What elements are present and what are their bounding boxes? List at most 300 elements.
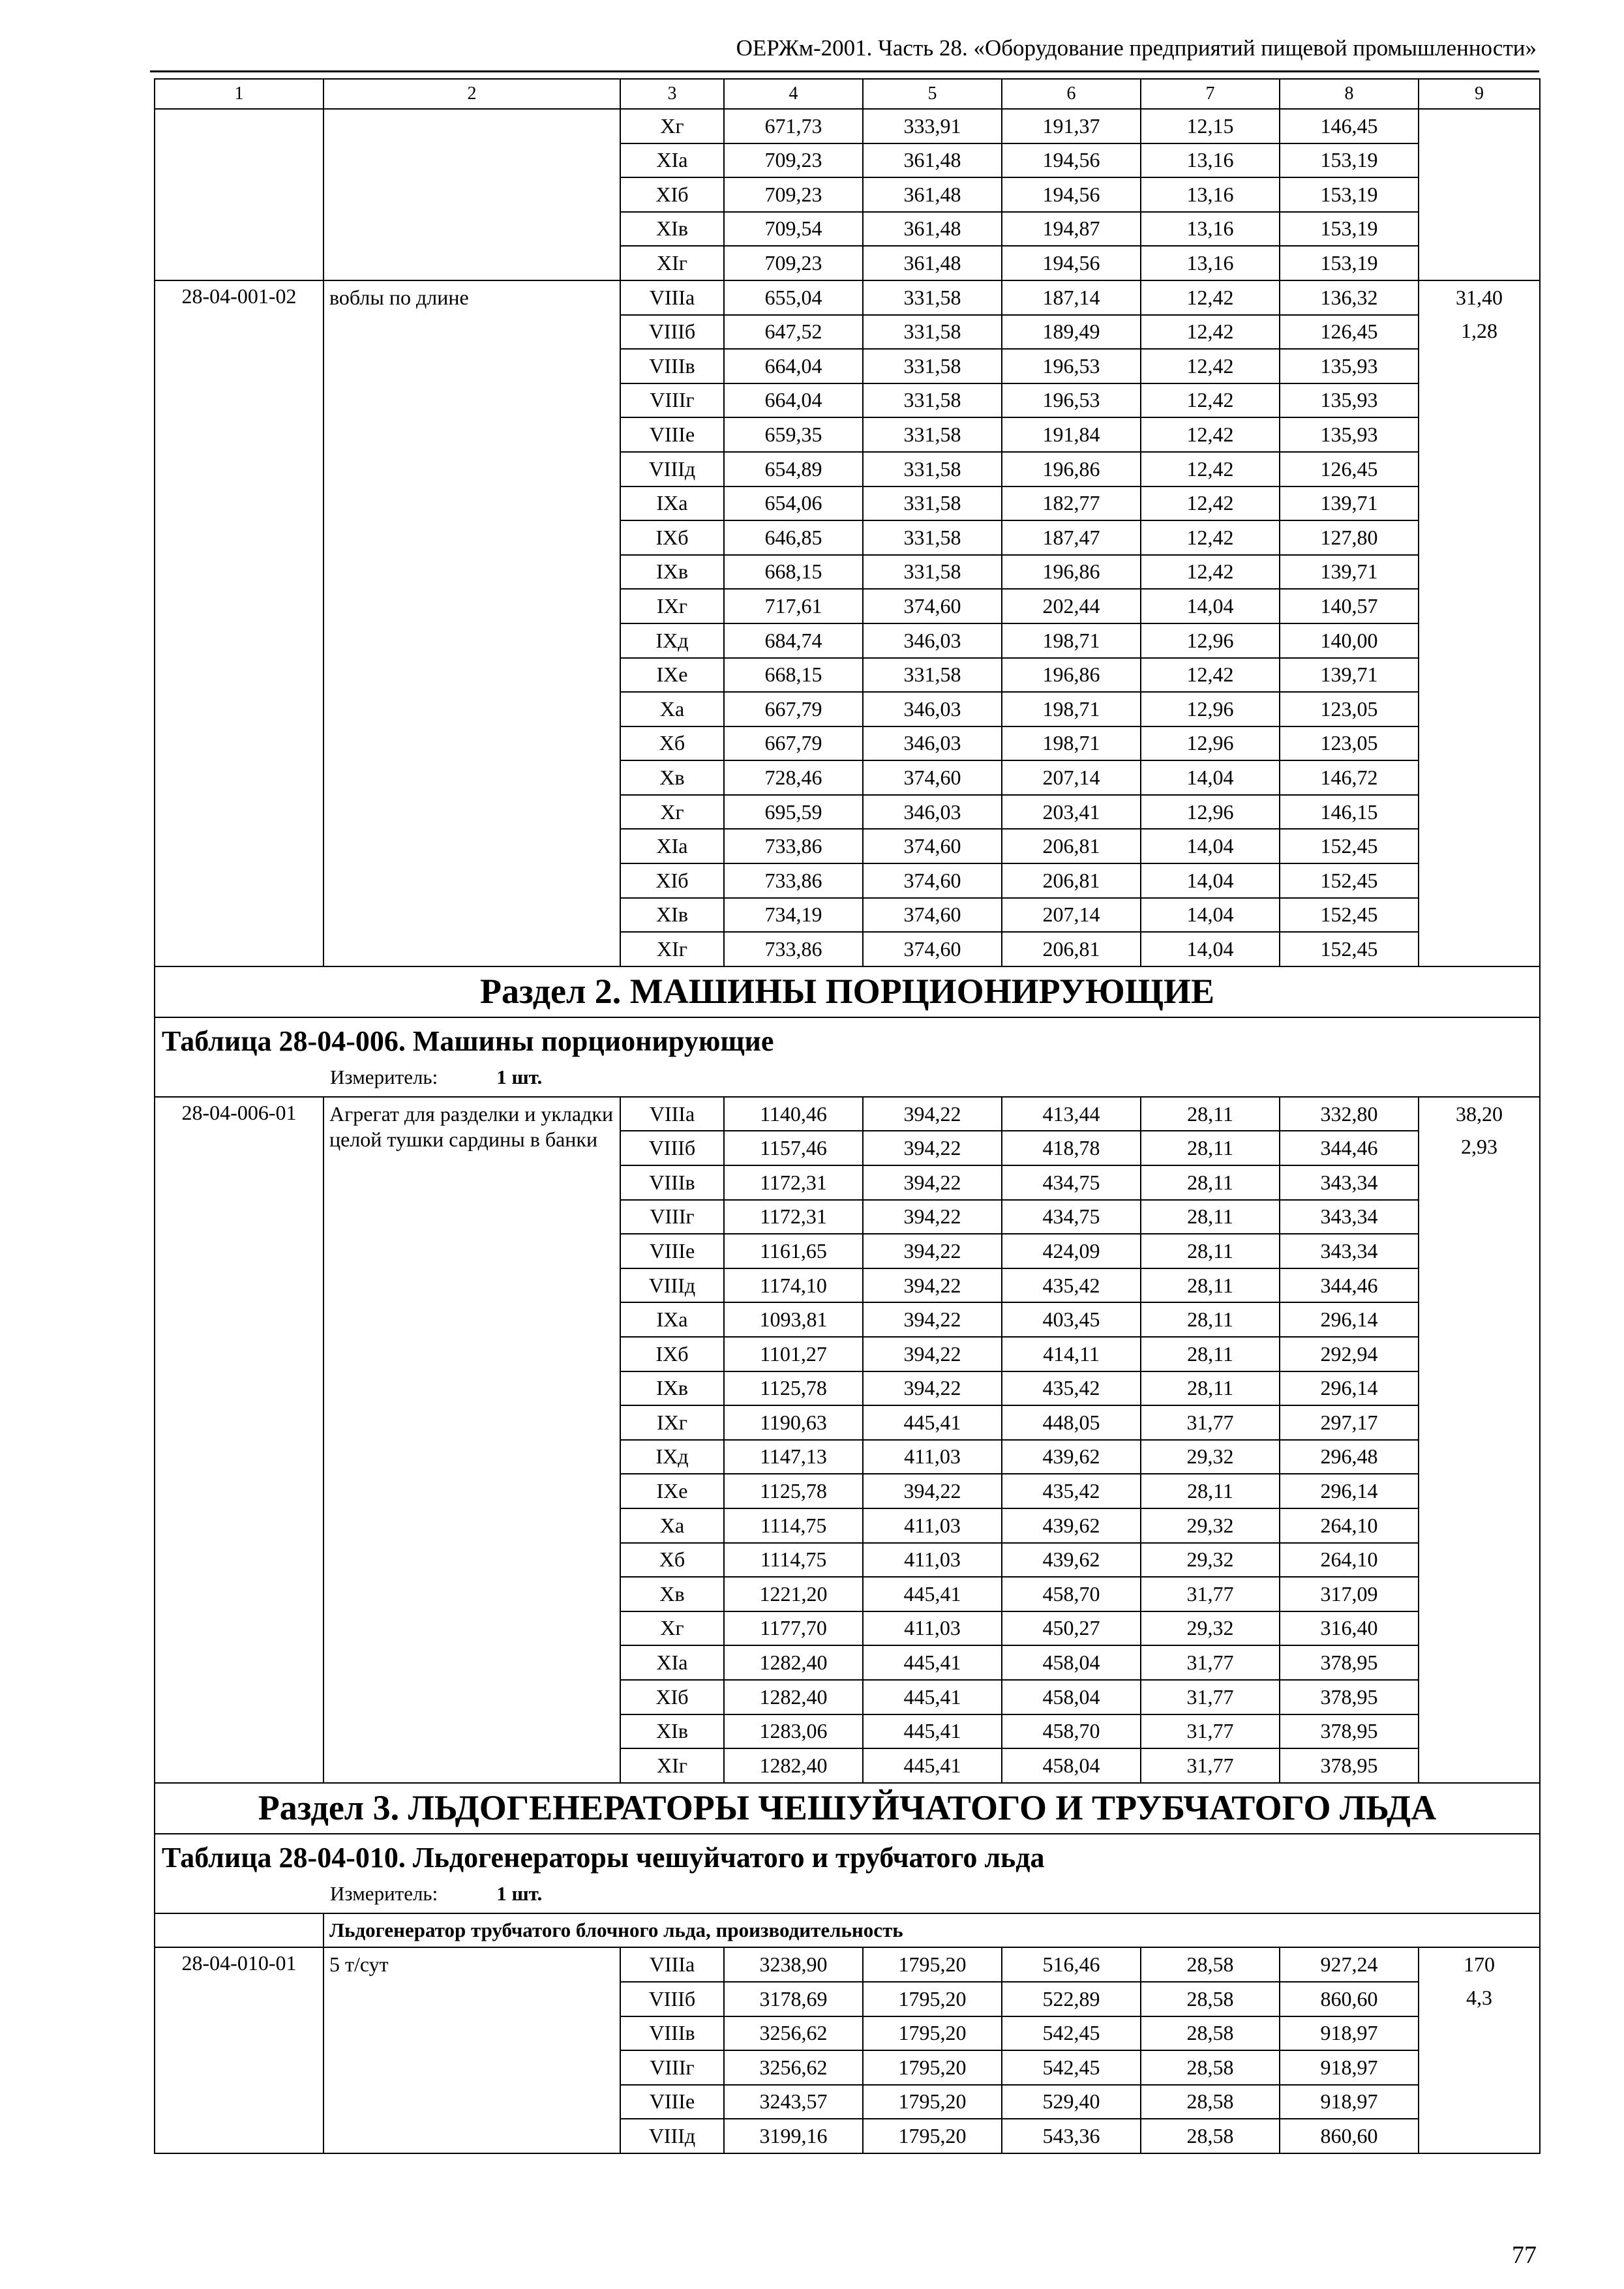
zone-cell: XIг xyxy=(620,246,724,280)
value-cell: 29,32 xyxy=(1141,1543,1280,1578)
value-cell: 3243,57 xyxy=(724,2085,863,2119)
value-cell: 13,16 xyxy=(1141,177,1280,212)
value-cell: 187,14 xyxy=(1002,280,1141,315)
value-cell: 207,14 xyxy=(1002,760,1141,795)
value-cell: 435,42 xyxy=(1002,1268,1141,1303)
value-cell: 1161,65 xyxy=(724,1234,863,1268)
value-cell: 331,58 xyxy=(863,417,1002,452)
value-cell: 135,93 xyxy=(1280,417,1419,452)
zone-cell: XIб xyxy=(620,177,724,212)
value-cell: 331,58 xyxy=(863,452,1002,486)
value-cell: 264,10 xyxy=(1280,1508,1419,1543)
zone-cell: VIIIв xyxy=(620,1165,724,1200)
value-cell: 458,04 xyxy=(1002,1645,1141,1680)
meter-line xyxy=(162,1066,1534,1088)
value-cell: 344,46 xyxy=(1280,1268,1419,1303)
zone-cell: Xб xyxy=(620,1543,724,1578)
value-cell: 684,74 xyxy=(724,623,863,658)
value-cell: 331,58 xyxy=(863,520,1002,555)
value-cell: 646,85 xyxy=(724,520,863,555)
zone-cell: XIб xyxy=(620,863,724,898)
value-cell: 346,03 xyxy=(863,692,1002,726)
value-cell: 194,87 xyxy=(1002,212,1141,247)
value-cell: 198,71 xyxy=(1002,623,1141,658)
value-cell: 445,41 xyxy=(863,1405,1002,1440)
value-cell: 695,59 xyxy=(724,795,863,830)
table-title: Таблица 28-04-010. Льдогенераторы чешуйчатого и трубчатого льда xyxy=(162,1841,1045,1874)
value-cell: 394,22 xyxy=(863,1131,1002,1165)
meter-line xyxy=(162,1883,1534,1905)
zone-cell: Xг xyxy=(620,1611,724,1646)
value-cell: 717,61 xyxy=(724,589,863,623)
value-cell: 1172,31 xyxy=(724,1165,863,1200)
value-cell: 927,24 xyxy=(1280,1947,1419,1982)
value-cell: 1125,78 xyxy=(724,1371,863,1406)
zone-cell: VIIIв xyxy=(620,349,724,383)
value-cell: 126,45 xyxy=(1280,452,1419,486)
value-cell: 434,75 xyxy=(1002,1200,1141,1234)
column-number: 2 xyxy=(323,79,620,109)
value-cell: 187,47 xyxy=(1002,520,1141,555)
value-cell: 394,22 xyxy=(863,1371,1002,1406)
zone-cell: XIг xyxy=(620,932,724,966)
value-cell: 207,14 xyxy=(1002,898,1141,933)
code-cell xyxy=(155,109,323,280)
value-cell: 361,48 xyxy=(863,177,1002,212)
value-cell: 411,03 xyxy=(863,1508,1002,1543)
zone-cell: Xг xyxy=(620,109,724,143)
value-cell: 361,48 xyxy=(863,246,1002,280)
value-cell: 3238,90 xyxy=(724,1947,863,1982)
value-cell: 1221,20 xyxy=(724,1577,863,1611)
value-cell: 709,23 xyxy=(724,143,863,178)
value-cell: 516,46 xyxy=(1002,1947,1141,1982)
value-cell: 728,46 xyxy=(724,760,863,795)
value-cell: 12,15 xyxy=(1141,109,1280,143)
value-cell: 1282,40 xyxy=(724,1748,863,1783)
value-cell: 664,04 xyxy=(724,383,863,418)
value-cell: 3178,69 xyxy=(724,1982,863,2016)
zone-cell: VIIIе xyxy=(620,417,724,452)
value-cell: 28,58 xyxy=(1141,2050,1280,2085)
value-cell: 12,96 xyxy=(1141,623,1280,658)
value-cell: 343,34 xyxy=(1280,1234,1419,1268)
value-cell: 12,96 xyxy=(1141,795,1280,830)
value-cell: 146,72 xyxy=(1280,760,1419,795)
table-title-cell xyxy=(155,1834,1540,1913)
value-cell: 297,17 xyxy=(1280,1405,1419,1440)
value-cell: 647,52 xyxy=(724,315,863,350)
zone-cell: VIIIг xyxy=(620,383,724,418)
value-cell: 198,71 xyxy=(1002,726,1141,761)
value-cell: 374,60 xyxy=(863,898,1002,933)
value-cell: 136,32 xyxy=(1280,280,1419,315)
value-cell: 28,11 xyxy=(1141,1097,1280,1131)
value-cell: 28,11 xyxy=(1141,1268,1280,1303)
value-cell: 543,36 xyxy=(1002,2119,1141,2153)
value-cell: 12,42 xyxy=(1141,486,1280,521)
zone-cell: VIIIд xyxy=(620,1268,724,1303)
value-cell: 194,56 xyxy=(1002,143,1141,178)
value-cell: 28,58 xyxy=(1141,1982,1280,2016)
table-title-row xyxy=(155,1834,1540,1913)
table-title-cell xyxy=(155,1017,1540,1097)
value-cell: 1795,20 xyxy=(863,2050,1002,2085)
zone-cell: VIIIе xyxy=(620,1234,724,1268)
value-cell: 378,95 xyxy=(1280,1645,1419,1680)
value-cell: 374,60 xyxy=(863,863,1002,898)
value-cell: 196,86 xyxy=(1002,555,1141,590)
column-number: 7 xyxy=(1141,79,1280,109)
value-cell: 123,05 xyxy=(1280,692,1419,726)
value-cell: 317,09 xyxy=(1280,1577,1419,1611)
value-cell: 191,84 xyxy=(1002,417,1141,452)
value-cell: 1172,31 xyxy=(724,1200,863,1234)
value-cell: 414,11 xyxy=(1002,1337,1141,1371)
value-cell: 394,22 xyxy=(863,1234,1002,1268)
group-spacer xyxy=(155,1913,323,1948)
value-cell: 264,10 xyxy=(1280,1543,1419,1578)
value-cell: 529,40 xyxy=(1002,2085,1141,2119)
value-cell: 296,14 xyxy=(1280,1371,1419,1406)
value-cell: 1190,63 xyxy=(724,1405,863,1440)
value-cell: 1147,13 xyxy=(724,1440,863,1474)
value-cell: 668,15 xyxy=(724,658,863,693)
zone-cell: XIв xyxy=(620,212,724,247)
value-cell: 394,22 xyxy=(863,1302,1002,1337)
value-cell: 189,49 xyxy=(1002,315,1141,350)
value-cell: 206,81 xyxy=(1002,932,1141,966)
value-cell: 394,22 xyxy=(863,1097,1002,1131)
column-number: 4 xyxy=(724,79,863,109)
value-cell: 139,71 xyxy=(1280,658,1419,693)
zone-cell: IXб xyxy=(620,1337,724,1371)
value-cell: 1282,40 xyxy=(724,1645,863,1680)
meter-value: 1 шт. xyxy=(496,1882,543,1906)
value-cell: 860,60 xyxy=(1280,2119,1419,2153)
value-cell: 361,48 xyxy=(863,143,1002,178)
meter-label: Измеритель: xyxy=(330,1066,438,1089)
zone-cell: IXе xyxy=(620,1474,724,1508)
zone-cell: VIIIа xyxy=(620,1097,724,1131)
value-cell: 394,22 xyxy=(863,1474,1002,1508)
value-cell: 13,16 xyxy=(1141,212,1280,247)
table-row xyxy=(155,280,1540,315)
value-cell: 1174,10 xyxy=(724,1268,863,1303)
value-cell: 344,46 xyxy=(1280,1131,1419,1165)
value-cell: 374,60 xyxy=(863,589,1002,623)
value-cell: 361,48 xyxy=(863,212,1002,247)
value-cell: 12,42 xyxy=(1141,417,1280,452)
value-cell: 733,86 xyxy=(724,932,863,966)
value-cell: 542,45 xyxy=(1002,2016,1141,2051)
value-cell: 12,96 xyxy=(1141,726,1280,761)
value-cell: 435,42 xyxy=(1002,1371,1141,1406)
value-cell: 139,71 xyxy=(1280,486,1419,521)
value-cell: 734,19 xyxy=(724,898,863,933)
value-cell: 458,70 xyxy=(1002,1714,1141,1749)
zone-cell: Xа xyxy=(620,692,724,726)
value-cell: 28,58 xyxy=(1141,1947,1280,1982)
value-cell: 152,45 xyxy=(1280,932,1419,966)
value-cell: 12,42 xyxy=(1141,520,1280,555)
value-cell: 655,04 xyxy=(724,280,863,315)
value-cell: 664,04 xyxy=(724,349,863,383)
value-cell: 331,58 xyxy=(863,315,1002,350)
value-cell: 152,45 xyxy=(1280,863,1419,898)
section-row xyxy=(155,966,1540,1017)
section-title: Раздел 2. МАШИНЫ ПОРЦИОНИРУЮЩИЕ xyxy=(155,966,1540,1017)
value-cell: 448,05 xyxy=(1002,1405,1141,1440)
value-cell: 331,58 xyxy=(863,486,1002,521)
value-cell: 14,04 xyxy=(1141,589,1280,623)
value-cell: 1125,78 xyxy=(724,1474,863,1508)
value-cell: 450,27 xyxy=(1002,1611,1141,1646)
value-cell: 12,42 xyxy=(1141,349,1280,383)
zone-cell: XIв xyxy=(620,898,724,933)
cost-cell xyxy=(1419,1947,1540,2153)
value-cell: 709,23 xyxy=(724,246,863,280)
column-number: 9 xyxy=(1419,79,1540,109)
zone-cell: IXа xyxy=(620,486,724,521)
zone-cell: Xа xyxy=(620,1508,724,1543)
value-cell: 31,77 xyxy=(1141,1645,1280,1680)
meter-value: 1 шт. xyxy=(496,1066,543,1089)
table-row xyxy=(155,109,1540,143)
zone-cell: IXг xyxy=(620,589,724,623)
value-cell: 445,41 xyxy=(863,1748,1002,1783)
value-cell: 733,86 xyxy=(724,829,863,863)
value-cell: 28,11 xyxy=(1141,1200,1280,1234)
value-cell: 1283,06 xyxy=(724,1714,863,1749)
value-cell: 439,62 xyxy=(1002,1508,1141,1543)
value-cell: 374,60 xyxy=(863,932,1002,966)
value-cell: 918,97 xyxy=(1280,2016,1419,2051)
zone-cell: IXг xyxy=(620,1405,724,1440)
value-cell: 29,32 xyxy=(1141,1611,1280,1646)
section-row xyxy=(155,1783,1540,1834)
value-cell: 346,03 xyxy=(863,726,1002,761)
column-number-row xyxy=(155,79,1540,109)
value-cell: 194,56 xyxy=(1002,177,1141,212)
zone-cell: IXб xyxy=(620,520,724,555)
value-cell: 671,73 xyxy=(724,109,863,143)
value-cell: 135,93 xyxy=(1280,349,1419,383)
zone-cell: VIIIв xyxy=(620,2016,724,2051)
value-cell: 12,42 xyxy=(1141,555,1280,590)
header-rule xyxy=(150,70,1539,72)
table-row xyxy=(155,1097,1540,1131)
value-cell: 196,53 xyxy=(1002,349,1141,383)
value-cell: 1795,20 xyxy=(863,1982,1002,2016)
value-cell: 458,04 xyxy=(1002,1680,1141,1714)
zone-cell: VIIIа xyxy=(620,280,724,315)
value-cell: 206,81 xyxy=(1002,863,1141,898)
value-cell: 1114,75 xyxy=(724,1543,863,1578)
page-header: ОЕРЖм-2001. Часть 28. «Оборудование предприятий пищевой промышленности» xyxy=(736,35,1537,61)
value-cell: 667,79 xyxy=(724,692,863,726)
value-cell: 1140,46 xyxy=(724,1097,863,1131)
value-cell: 1795,20 xyxy=(863,1947,1002,1982)
cost-value: 2,93 xyxy=(1461,1135,1497,1159)
value-cell: 14,04 xyxy=(1141,829,1280,863)
zone-cell: XIа xyxy=(620,143,724,178)
value-cell: 1795,20 xyxy=(863,2016,1002,2051)
section-title: Раздел 3. ЛЬДОГЕНЕРАТОРЫ ЧЕШУЙЧАТОГО И ТРУБЧАТОГО ЛЬДА xyxy=(155,1783,1540,1834)
value-cell: 28,11 xyxy=(1141,1474,1280,1508)
code-cell: 28-04-010-01 xyxy=(155,1947,323,2153)
zone-cell: XIа xyxy=(620,1645,724,1680)
code-cell: 28-04-001-02 xyxy=(155,280,323,966)
value-cell: 135,93 xyxy=(1280,383,1419,418)
value-cell: 182,77 xyxy=(1002,486,1141,521)
value-cell: 14,04 xyxy=(1141,863,1280,898)
value-cell: 196,53 xyxy=(1002,383,1141,418)
group-row xyxy=(155,1913,1540,1948)
group-title: Льдогенератор трубчатого блочного льда, производительность xyxy=(323,1913,1540,1948)
zone-cell: VIIIб xyxy=(620,315,724,350)
zone-cell: IXе xyxy=(620,658,724,693)
column-number: 1 xyxy=(155,79,323,109)
value-cell: 378,95 xyxy=(1280,1680,1419,1714)
value-cell: 316,40 xyxy=(1280,1611,1419,1646)
value-cell: 153,19 xyxy=(1280,177,1419,212)
value-cell: 668,15 xyxy=(724,555,863,590)
value-cell: 445,41 xyxy=(863,1645,1002,1680)
value-cell: 435,42 xyxy=(1002,1474,1141,1508)
value-cell: 654,89 xyxy=(724,452,863,486)
value-cell: 123,05 xyxy=(1280,726,1419,761)
value-cell: 12,42 xyxy=(1141,658,1280,693)
value-cell: 458,04 xyxy=(1002,1748,1141,1783)
value-cell: 659,35 xyxy=(724,417,863,452)
column-number: 5 xyxy=(863,79,1002,109)
value-cell: 198,71 xyxy=(1002,692,1141,726)
zone-cell: IXв xyxy=(620,555,724,590)
zone-cell: VIIIа xyxy=(620,1947,724,1982)
value-cell: 667,79 xyxy=(724,726,863,761)
value-cell: 331,58 xyxy=(863,555,1002,590)
value-cell: 918,97 xyxy=(1280,2050,1419,2085)
value-cell: 333,91 xyxy=(863,109,1002,143)
zone-cell: XIа xyxy=(620,829,724,863)
value-cell: 3256,62 xyxy=(724,2050,863,2085)
zone-cell: IXд xyxy=(620,1440,724,1474)
cost-cell xyxy=(1419,280,1540,966)
value-cell: 394,22 xyxy=(863,1200,1002,1234)
value-cell: 31,77 xyxy=(1141,1680,1280,1714)
value-cell: 374,60 xyxy=(863,829,1002,863)
value-cell: 14,04 xyxy=(1141,932,1280,966)
value-cell: 411,03 xyxy=(863,1440,1002,1474)
column-number: 6 xyxy=(1002,79,1141,109)
value-cell: 434,75 xyxy=(1002,1165,1141,1200)
value-cell: 31,77 xyxy=(1141,1714,1280,1749)
cost-cell xyxy=(1419,109,1540,280)
value-cell: 331,58 xyxy=(863,280,1002,315)
value-cell: 13,16 xyxy=(1141,246,1280,280)
value-cell: 394,22 xyxy=(863,1337,1002,1371)
value-cell: 28,11 xyxy=(1141,1131,1280,1165)
value-cell: 140,00 xyxy=(1280,623,1419,658)
value-cell: 28,11 xyxy=(1141,1337,1280,1371)
value-cell: 296,14 xyxy=(1280,1302,1419,1337)
value-cell: 1101,27 xyxy=(724,1337,863,1371)
table-row xyxy=(155,1947,1540,1982)
value-cell: 343,34 xyxy=(1280,1200,1419,1234)
value-cell: 733,86 xyxy=(724,863,863,898)
value-cell: 28,58 xyxy=(1141,2085,1280,2119)
value-cell: 28,58 xyxy=(1141,2016,1280,2051)
zone-cell: VIIIд xyxy=(620,452,724,486)
value-cell: 394,22 xyxy=(863,1165,1002,1200)
zone-cell: IXа xyxy=(620,1302,724,1337)
value-cell: 413,44 xyxy=(1002,1097,1141,1131)
zone-cell: XIб xyxy=(620,1680,724,1714)
value-cell: 13,16 xyxy=(1141,143,1280,178)
zone-cell: Xв xyxy=(620,760,724,795)
column-number: 3 xyxy=(620,79,724,109)
value-cell: 28,11 xyxy=(1141,1234,1280,1268)
zone-cell: VIIIб xyxy=(620,1982,724,2016)
value-cell: 29,32 xyxy=(1141,1508,1280,1543)
zone-cell: VIIIг xyxy=(620,2050,724,2085)
zone-cell: VIIIг xyxy=(620,1200,724,1234)
value-cell: 14,04 xyxy=(1141,760,1280,795)
value-cell: 3199,16 xyxy=(724,2119,863,2153)
value-cell: 343,34 xyxy=(1280,1165,1419,1200)
value-cell: 418,78 xyxy=(1002,1131,1141,1165)
value-cell: 126,45 xyxy=(1280,315,1419,350)
zone-cell: VIIIе xyxy=(620,2085,724,2119)
value-cell: 709,54 xyxy=(724,212,863,247)
value-cell: 378,95 xyxy=(1280,1714,1419,1749)
value-cell: 1114,75 xyxy=(724,1508,863,1543)
value-cell: 403,45 xyxy=(1002,1302,1141,1337)
value-cell: 31,77 xyxy=(1141,1405,1280,1440)
cost-value: 31,40 xyxy=(1456,285,1503,309)
name-cell: 5 т/сут xyxy=(323,1947,620,2153)
value-cell: 203,41 xyxy=(1002,795,1141,830)
value-cell: 654,06 xyxy=(724,486,863,521)
cost-value: 170 xyxy=(1464,1952,1495,1977)
value-cell: 522,89 xyxy=(1002,1982,1141,2016)
value-cell: 152,45 xyxy=(1280,898,1419,933)
zone-cell: VIIIб xyxy=(620,1131,724,1165)
value-cell: 296,14 xyxy=(1280,1474,1419,1508)
value-cell: 424,09 xyxy=(1002,1234,1141,1268)
table-title-row xyxy=(155,1017,1540,1097)
table-title: Таблица 28-04-006. Машины порционирующие xyxy=(162,1025,774,1057)
value-cell: 542,45 xyxy=(1002,2050,1141,2085)
value-cell: 28,58 xyxy=(1141,2119,1280,2153)
value-cell: 127,80 xyxy=(1280,520,1419,555)
zone-cell: Xб xyxy=(620,726,724,761)
value-cell: 296,48 xyxy=(1280,1440,1419,1474)
value-cell: 202,44 xyxy=(1002,589,1141,623)
page-number: 77 xyxy=(1512,2241,1537,2269)
value-cell: 331,58 xyxy=(863,349,1002,383)
value-cell: 153,19 xyxy=(1280,246,1419,280)
cost-value: 1,28 xyxy=(1461,318,1497,342)
value-cell: 411,03 xyxy=(863,1543,1002,1578)
value-cell: 196,86 xyxy=(1002,658,1141,693)
value-cell: 394,22 xyxy=(863,1268,1002,1303)
value-cell: 331,58 xyxy=(863,383,1002,418)
value-cell: 439,62 xyxy=(1002,1440,1141,1474)
column-number: 8 xyxy=(1280,79,1419,109)
value-cell: 458,70 xyxy=(1002,1577,1141,1611)
